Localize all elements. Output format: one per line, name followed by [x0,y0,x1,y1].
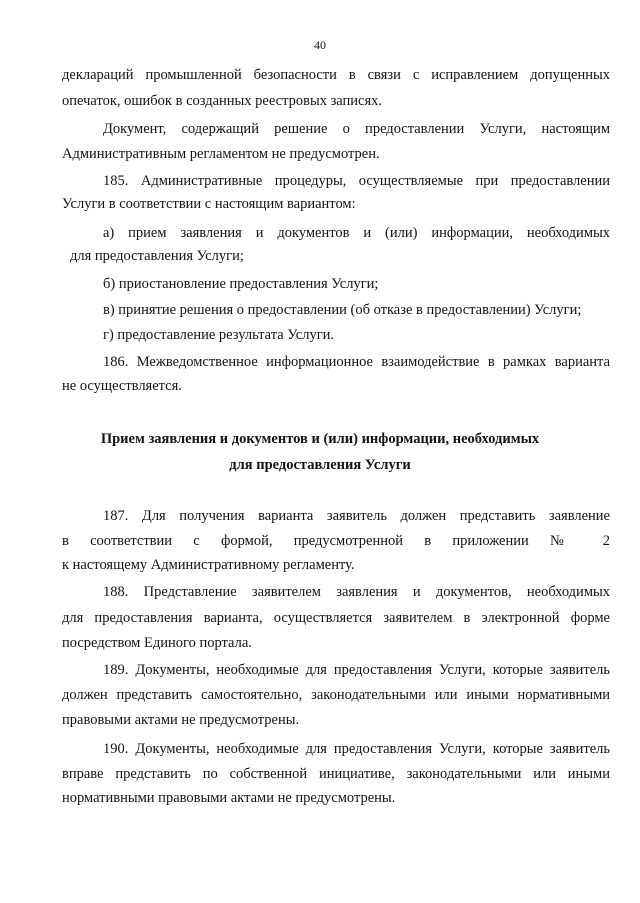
text-line: а) прием заявления и документов и (или) информации, необходимых [103,225,610,241]
text-line: 186. Межведомственное информационное взаимодействие в рамках варианта [103,354,610,370]
text-line: нормативными правовыми актами не предусмотрены. [62,790,396,806]
text-line: должен представить самостоятельно, законодательными или иными нормативными [62,687,610,703]
text-line: в соответствии с формой, предусмотренной в приложении № 2 [62,533,610,549]
page-number: 40 [314,38,326,52]
text-line: 190. Документы, необходимые для предоставления Услуги, которые заявитель [103,741,610,757]
text-line: правовыми актами не предусмотрены. [62,712,300,728]
text-line: в) принятие решения о предоставлении (об отказе в предоставлении) Услуги; [103,302,582,318]
text-line: 189. Документы, необходимые для предоставления Услуги, которые заявитель [103,662,610,678]
text-line: б) приостановление предоставления Услуги; [103,276,379,292]
section-heading-line-2: для предоставления Услуги [229,457,411,473]
text-line: 187. Для получения варианта заявитель должен представить заявление [103,508,610,524]
text-line: Документ, содержащий решение о предоставлении Услуги, настоящим [103,121,610,137]
section-heading-line-1: Прием заявления и документов и (или) информации, необходимых [100,431,540,447]
text-line: вправе представить по собственной инициативе, законодательными или иными [62,766,610,782]
text-line: г) предоставление результата Услуги. [103,327,335,343]
text-line: 185. Административные процедуры, осуществляемые при предоставлении [103,173,610,189]
text-line: для предоставления Услуги; [70,248,244,264]
text-line: для предоставления варианта, осуществляется заявителем в электронной форме [62,610,610,626]
text-line: посредством Единого портала. [62,635,252,651]
text-line: к настоящему Административному регламенту. [62,557,355,573]
text-line: Административным регламентом не предусмотрен. [62,146,380,162]
text-line: Услуги в соответствии с настоящим вариантом: [62,196,356,212]
text-line: не осуществляется. [62,378,182,394]
text-line: деклараций промышленной безопасности в связи с исправлением допущенных [62,67,610,83]
text-line: 188. Представление заявителем заявления и документов, необходимых [103,584,610,600]
text-line: опечаток, ошибок в созданных реестровых записях. [62,93,383,109]
